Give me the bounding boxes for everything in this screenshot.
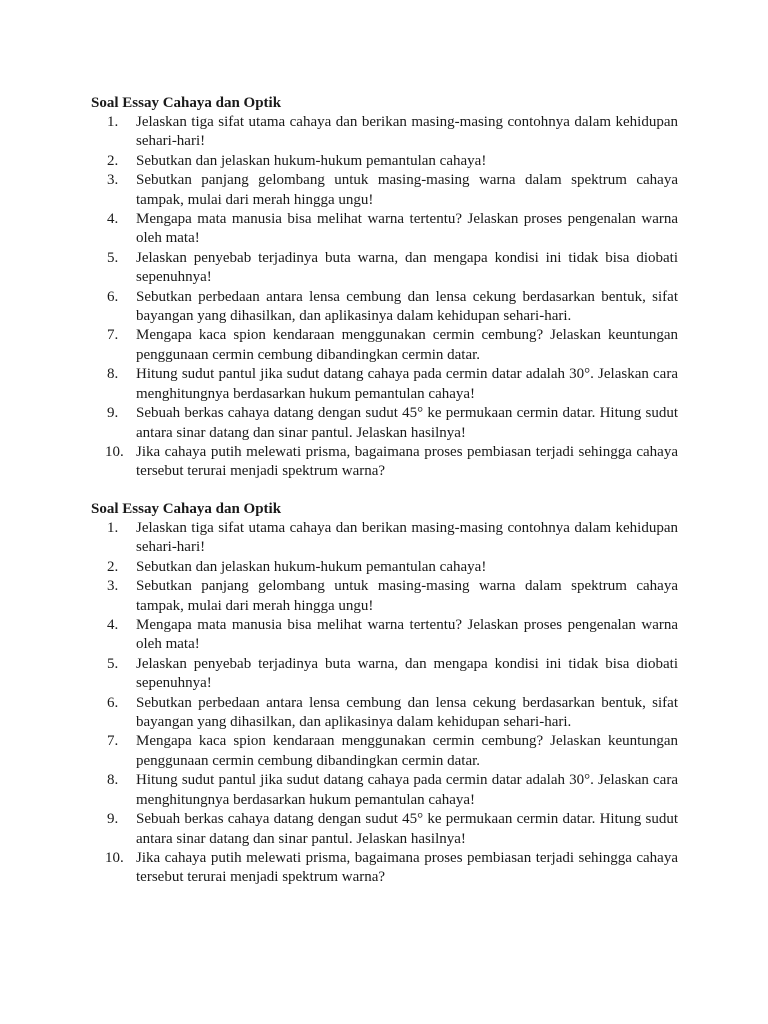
question-text: Jika cahaya putih melewati prisma, bagaimana proses pembiasan terjadi sehingga cahaya tersebut terurai menjadi spektrum warna?: [136, 849, 678, 886]
question-text: Sebutkan panjang gelombang untuk masing-masing warna dalam spektrum cahaya tampak, mulai dari merah hingga ungu!: [136, 578, 678, 614]
question-number: 7.: [107, 733, 119, 750]
question-item: [91, 171, 678, 210]
question-item: [91, 365, 678, 404]
question-text: Mengapa kaca spion kendaraan menggunakan cermin cembung? Jelaskan keuntungan penggunaan cermin cembung dibandingkan cermin datar.: [136, 733, 678, 769]
question-item: [91, 249, 678, 288]
question-item: [91, 404, 678, 443]
question-list: [91, 519, 678, 888]
question-text: Mengapa kaca spion kendaraan menggunakan cermin cembung? Jelaskan keuntungan penggunaan cermin cembung dibandingkan cermin datar.: [136, 327, 678, 363]
question-item: [91, 655, 678, 694]
question-text: Sebuah berkas cahaya datang dengan sudut 45° ke permukaan cermin datar. Hitung sudut antara sinar datang dan sinar pantul. Jelaskan hasilnya!: [136, 405, 678, 441]
question-text: Sebutkan dan jelaskan hukum-hukum pemantulan cahaya!: [136, 558, 487, 575]
question-item: [91, 519, 678, 558]
question-text: Sebutkan panjang gelombang untuk masing-masing warna dalam spektrum cahaya tampak, mulai dari merah hingga ungu!: [136, 172, 678, 208]
question-number: 4.: [107, 211, 119, 228]
question-number: 6.: [107, 694, 119, 711]
question-item: [91, 849, 678, 888]
question-text: Hitung sudut pantul jika sudut datang cahaya pada cermin datar adalah 30°. Jelaskan cara menghitungnya berdasarkan hukum pemantulan cahaya!: [136, 366, 678, 402]
section-title: Soal Essay Cahaya dan Optik: [91, 501, 282, 517]
question-text: Hitung sudut pantul jika sudut datang cahaya pada cermin datar adalah 30°. Jelaskan cara menghitungnya berdasarkan hukum pemantulan cahaya!: [136, 772, 678, 808]
question-number: 3.: [107, 578, 119, 595]
question-item: [91, 558, 678, 577]
question-number: 1.: [107, 520, 119, 536]
question-text: Sebuah berkas cahaya datang dengan sudut 45° ke permukaan cermin datar. Hitung sudut antara sinar datang dan sinar pantul. Jelaskan hasilnya!: [136, 811, 678, 847]
question-item: [91, 210, 678, 249]
question-number: 10.: [105, 849, 124, 866]
question-item: [91, 694, 678, 733]
question-item: [91, 771, 678, 810]
question-text: Sebutkan dan jelaskan hukum-hukum pemantulan cahaya!: [136, 152, 487, 169]
question-item: [91, 616, 678, 655]
question-text: Jelaskan penyebab terjadinya buta warna, dan mengapa kondisi ini tidak bisa diobati sepenuhnya!: [136, 655, 678, 692]
question-text: Mengapa mata manusia bisa melihat warna tertentu? Jelaskan proses pengenalan warna oleh mata!: [136, 617, 678, 653]
question-section-2: [91, 500, 678, 888]
question-number: 2.: [107, 558, 119, 575]
question-number: 10.: [105, 443, 124, 460]
question-item: [91, 113, 678, 152]
question-number: 1.: [107, 114, 119, 130]
question-item: [91, 288, 678, 327]
question-number: 3.: [107, 172, 119, 189]
question-number: 9.: [107, 405, 119, 422]
section-title: Soal Essay Cahaya dan Optik: [91, 95, 282, 111]
question-item: [91, 732, 678, 771]
question-item: [91, 443, 678, 482]
question-number: 6.: [107, 288, 119, 305]
question-text: Jelaskan tiga sifat utama cahaya dan berikan masing-masing contohnya dalam kehidupan sehari-hari!: [136, 114, 678, 150]
question-number: 8.: [107, 366, 119, 383]
question-text: Jika cahaya putih melewati prisma, bagaimana proses pembiasan terjadi sehingga cahaya tersebut terurai menjadi spektrum warna?: [136, 443, 678, 480]
question-item: [91, 577, 678, 616]
question-item: [91, 810, 678, 849]
question-number: 8.: [107, 772, 119, 789]
question-text: Jelaskan tiga sifat utama cahaya dan berikan masing-masing contohnya dalam kehidupan sehari-hari!: [136, 520, 678, 556]
question-item: [91, 152, 678, 171]
question-text: Jelaskan penyebab terjadinya buta warna, dan mengapa kondisi ini tidak bisa diobati sepenuhnya!: [136, 249, 678, 286]
question-number: 7.: [107, 327, 119, 344]
question-text: Sebutkan perbedaan antara lensa cembung dan lensa cekung berdasarkan bentuk, sifat bayangan yang dihasilkan, dan aplikasinya dalam kehidupan sehari-hari.: [136, 288, 678, 325]
question-section-1: [91, 94, 678, 482]
question-number: 4.: [107, 617, 119, 634]
question-number: 5.: [107, 655, 119, 672]
question-number: 2.: [107, 152, 119, 169]
question-item: [91, 326, 678, 365]
question-number: 5.: [107, 249, 119, 266]
question-text: Sebutkan perbedaan antara lensa cembung dan lensa cekung berdasarkan bentuk, sifat bayangan yang dihasilkan, dan aplikasinya dalam kehidupan sehari-hari.: [136, 694, 678, 731]
question-number: 9.: [107, 811, 119, 828]
question-text: Mengapa mata manusia bisa melihat warna tertentu? Jelaskan proses pengenalan warna oleh mata!: [136, 211, 678, 247]
question-list: [91, 113, 678, 482]
